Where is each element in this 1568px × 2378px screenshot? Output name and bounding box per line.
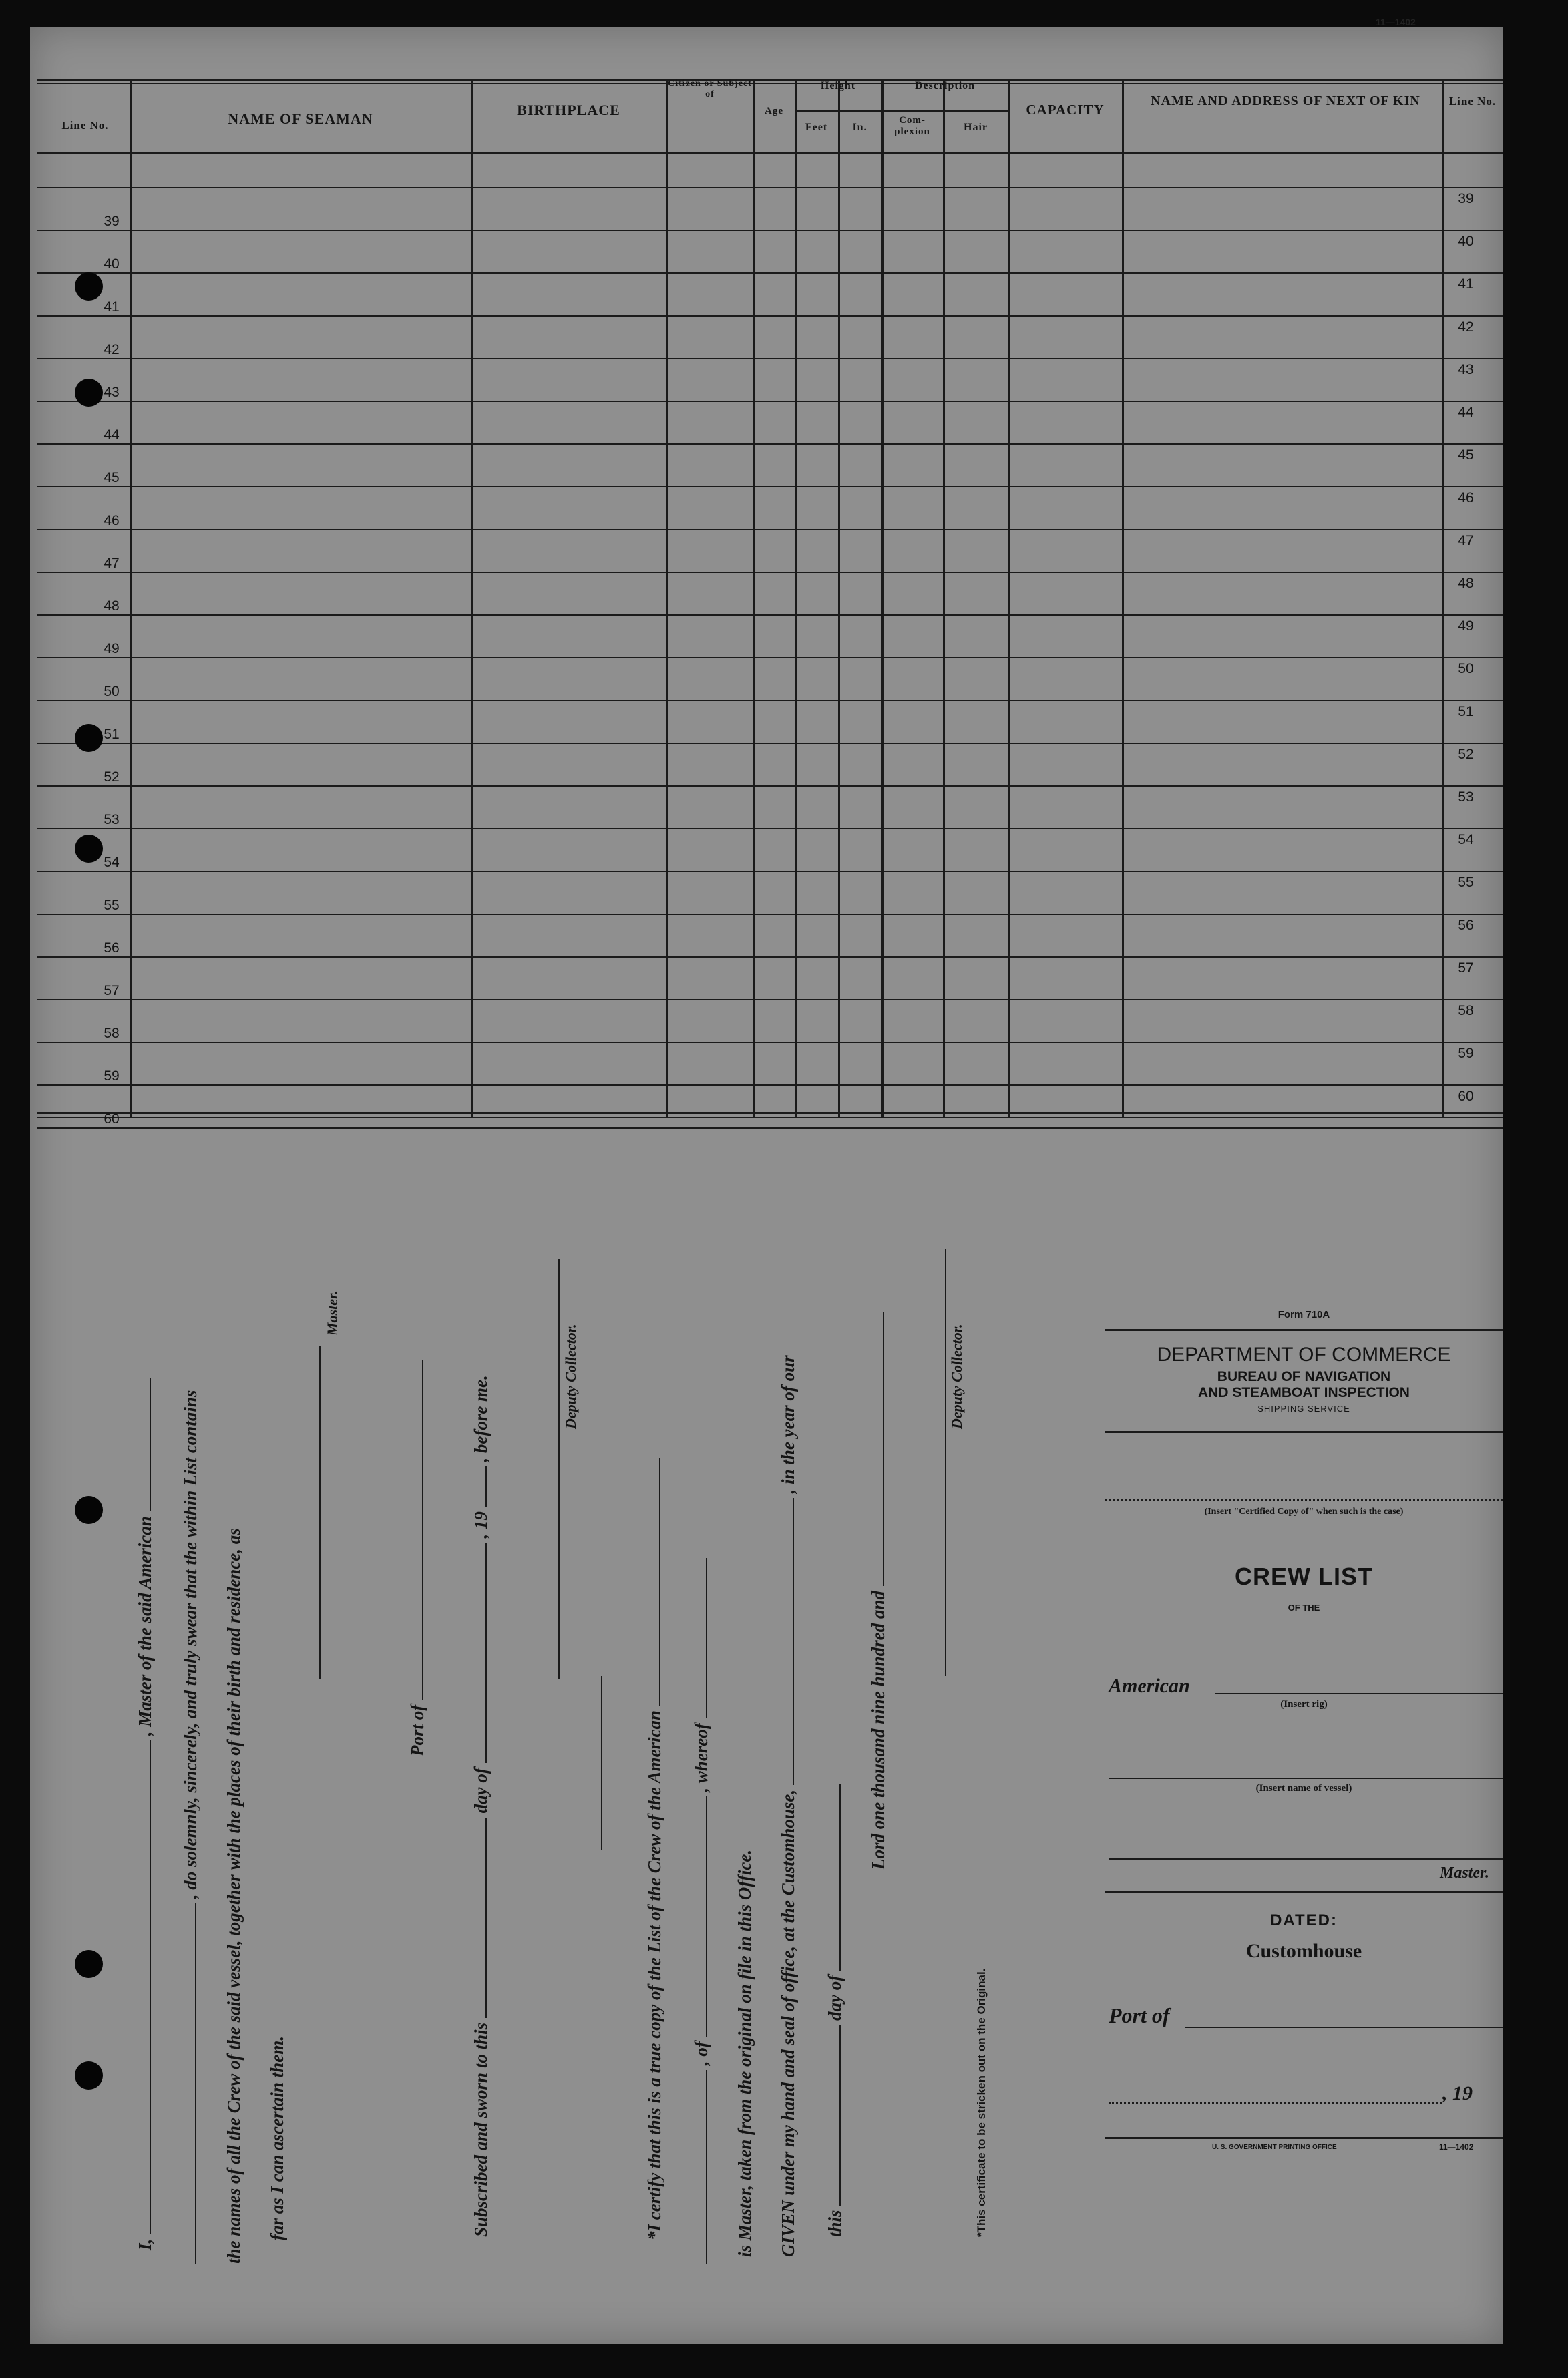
row-rule [37,401,1503,402]
column-rule [1442,80,1444,1117]
row-number-left: 40 [104,256,120,272]
row-rule [37,1042,1503,1043]
row-number-right: 60 [1458,1088,1474,1104]
row-number-right: 42 [1458,319,1474,335]
subscribed-line: Subscribed and sworn to this day of , 19 , before me. [471,1375,491,2237]
row-number-left: 41 [104,299,120,315]
header-birthplace: BIRTHPLACE [517,102,620,118]
certified-copy-line[interactable] [1105,1499,1503,1501]
row-number-left: 54 [104,855,120,870]
header-complexion: Com- plexion [894,115,930,137]
row-number-left: 56 [104,940,120,956]
row-number-left: 60 [104,1111,120,1127]
cover-port-line[interactable] [1185,2027,1503,2028]
header-height: Height [820,80,856,91]
punch-hole [75,724,103,752]
column-rule [881,80,884,1117]
cover-master-line[interactable] [1109,1858,1503,1860]
row-number-left: 43 [104,385,120,400]
certificate-given: GIVEN under my hand and seal of office, at the Customhouse, , in the year of our [778,1355,798,2257]
row-number-left: 49 [104,641,120,656]
row-rule [37,614,1503,616]
cover-title: CREW LIST [1235,1563,1373,1590]
row-number-left: 58 [104,1026,120,1041]
cert-day-line[interactable] [825,2025,841,2206]
row-number-right: 46 [1458,490,1474,506]
deputy-collector-label: Deputy Collector. [562,1324,579,1429]
vessel-rig-line[interactable] [1215,1693,1503,1694]
row-rule [37,956,1503,958]
row-rule [37,529,1503,530]
certificate-this: this day of [825,1784,845,2237]
row-rule [37,1127,1503,1129]
cover-rule [1105,1891,1503,1893]
cover-printer-code: 11—1402 [1439,2142,1474,2152]
row-rule [37,230,1503,231]
cover-rule [1105,1329,1503,1331]
row-number-left: 47 [104,556,120,571]
table-bottom-rule [37,1117,1503,1118]
header-bottom-rule [37,152,1503,154]
cover-port-of: Port of [1109,2003,1170,2027]
row-number-left: 44 [104,427,120,443]
punch-hole [75,1950,103,1978]
column-rule [471,80,473,1117]
certificate-line-of: , of , whereof [691,1559,712,2264]
row-number-left: 52 [104,769,120,785]
row-number-right: 53 [1458,789,1474,805]
header-line-no: Line No. [61,119,109,132]
row-number-right: 58 [1458,1003,1474,1018]
row-number-right: 45 [1458,447,1474,463]
certificate-line-2: is Master, taken from the original on file in this Office. [735,1849,755,2257]
cert-deputy-collector-label: Deputy Collector. [948,1324,965,1429]
row-rule [37,743,1503,744]
certificate-line-1: *I certify that this is a true copy of the List of the Crew of the American [644,1458,665,2240]
header-hair: Hair [964,122,988,133]
cert-deputy-signature-line[interactable] [945,1249,946,1676]
row-number-right: 44 [1458,405,1474,420]
cover-printer: U. S. GOVERNMENT PRINTING OFFICE [1212,2144,1337,2151]
height-desc-subrule [795,110,1008,112]
cover-form-no: Form 710A [1278,1309,1330,1320]
header-capacity: CAPACITY [1026,102,1105,118]
row-number-right: 40 [1458,234,1474,249]
form-number-top: 11—1402 [1376,17,1416,27]
row-number-left: 46 [104,513,120,528]
cover-department: DEPARTMENT OF COMMERCE [1157,1344,1451,1366]
separator-line [601,1676,602,1850]
master-name-line[interactable] [135,1740,151,2234]
cert-customhouse-line[interactable] [778,1498,794,1785]
row-number-right: 43 [1458,362,1474,377]
cover-panel [1105,1302,1503,2190]
punch-hole [75,379,103,407]
table-bottom-rule [37,1112,1503,1114]
vessel-line[interactable] [180,1903,196,2264]
cover-bureau-2: AND STEAMBOAT INSPECTION [1198,1385,1410,1400]
vessel-name-line[interactable] [1109,1778,1503,1779]
row-number-left: 55 [104,898,120,913]
row-rule [37,315,1503,317]
table-top-rule [37,79,1503,81]
row-number-right: 47 [1458,533,1474,548]
row-number-left: 39 [104,214,120,229]
port-of-line[interactable] [407,1360,423,1700]
punch-hole [75,2061,103,2090]
row-number-right: 41 [1458,276,1474,292]
cert-vessel-name-line[interactable] [691,2070,707,2264]
row-number-right: 52 [1458,747,1474,762]
row-number-right: 59 [1458,1046,1474,1061]
header-next-of-kin: NAME AND ADDRESS OF NEXT OF KIN [1151,93,1420,108]
row-number-right: 51 [1458,704,1474,719]
column-rule [666,80,668,1117]
sworn-year-line[interactable] [471,1466,487,1507]
vessel-name-line[interactable] [135,1378,151,1511]
row-rule [37,443,1503,445]
row-rule [37,871,1503,872]
column-rule [1122,80,1124,1117]
row-number-left: 53 [104,812,120,827]
row-rule [37,486,1503,487]
row-number-right: 56 [1458,918,1474,933]
certificate-footnote: *This certificate to be stricken out on the Original. [975,1968,988,2237]
row-rule [37,272,1503,274]
column-rule [1008,80,1010,1117]
column-rule [838,80,840,1117]
cover-date-line[interactable] [1109,2102,1442,2104]
cert-port-line[interactable] [691,1797,707,2037]
column-rule [943,80,945,1117]
row-rule [37,657,1503,658]
oath-line-4: far as I can ascertain them. [267,2035,287,2240]
cover-rule [1105,2137,1503,2139]
column-rule [795,80,797,1117]
cover-of-the: OF THE [1288,1603,1320,1613]
row-rule [37,828,1503,829]
header-feet: Feet [805,122,828,133]
row-number-right: 54 [1458,832,1474,847]
row-rule [37,358,1503,359]
cert-vessel-line[interactable] [644,1458,660,1706]
cover-insert-rig: (Insert rig) [1280,1699,1328,1710]
row-number-left: 50 [104,684,120,699]
deputy-signature-line[interactable] [558,1259,560,1679]
cert-master-line[interactable] [691,1559,707,1719]
cover-year-19: , 19 [1442,2082,1473,2104]
oath-port-of: Port of [407,1360,428,1756]
row-number-left: 57 [104,983,120,998]
oath-line-3: the names of all the Crew of the said vessel, together with the places of their birth and residence, as [224,1528,244,2264]
cover-american: American [1109,1675,1190,1697]
row-number-right: 48 [1458,576,1474,591]
punch-hole [75,272,103,301]
table-top-rule [37,83,1503,84]
punch-hole [75,835,103,863]
row-number-left: 42 [104,342,120,357]
oath-line-1: I, , Master of the said American [135,1378,156,2250]
cover-master: Master. [1439,1864,1489,1882]
column-rule [130,80,132,1117]
row-rule [37,187,1503,188]
row-rule [37,700,1503,701]
cover-bureau-1: BUREAU OF NAVIGATION [1217,1369,1391,1384]
header-age: Age [765,106,783,116]
row-number-left: 48 [104,598,120,614]
punch-hole [75,1496,103,1524]
row-number-left: 51 [104,727,120,742]
master-label: Master. [324,1290,341,1336]
row-number-right: 39 [1458,191,1474,206]
sworn-month-line[interactable] [471,1543,487,1763]
row-number-right: 55 [1458,875,1474,890]
header-name-of-seaman: NAME OF SEAMAN [228,110,373,127]
master-signature-line[interactable] [319,1346,321,1679]
oath-line-2: , do solemnly, sincerely, and truly swear that the within List contains [180,1390,201,2264]
cover-customhouse: Customhouse [1245,1940,1362,1962]
header-in: In. [852,122,867,133]
row-rule [37,785,1503,787]
header-citizen: Citizen or Subject of [668,79,752,100]
column-rule [753,80,755,1117]
row-rule [37,1084,1503,1086]
cover-service: SHIPPING SERVICE [1257,1404,1350,1414]
header-description: Description [914,80,976,91]
header-line-no-right: Line No. [1448,95,1497,108]
cover-insert-certified: (Insert "Certified Copy of" when such is the case) [1204,1507,1404,1517]
row-number-right: 49 [1458,618,1474,634]
cover-dated: DATED: [1270,1911,1338,1929]
row-rule [37,914,1503,915]
certificate-lord: Lord one thousand nine hundred and [868,1312,889,1870]
row-rule [37,999,1503,1000]
cert-month-line[interactable] [825,1784,841,1971]
sworn-day-line[interactable] [471,1818,487,2018]
row-number-right: 57 [1458,960,1474,976]
cover-insert-vessel: (Insert name of vessel) [1255,1783,1352,1794]
row-number-left: 59 [104,1068,120,1084]
cert-year-line[interactable] [868,1312,884,1586]
row-number-left: 45 [104,470,120,485]
row-rule [37,572,1503,573]
row-number-right: 50 [1458,661,1474,676]
cover-rule [1105,1431,1503,1433]
